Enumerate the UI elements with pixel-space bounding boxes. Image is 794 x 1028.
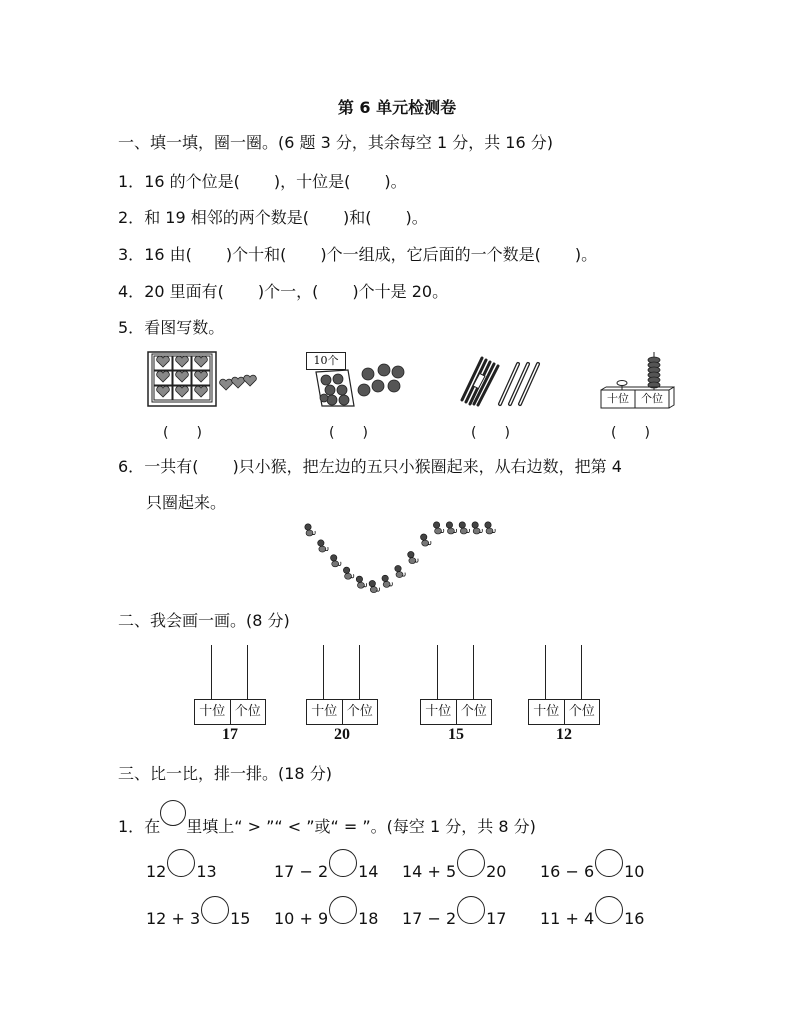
monkey-icon[interactable]	[459, 522, 469, 534]
compare-circle[interactable]	[595, 849, 623, 877]
cookie-bag-picture: 10个	[302, 350, 412, 410]
compare-circle[interactable]	[201, 896, 229, 924]
comparison-1: 12 13	[146, 853, 217, 881]
monkeys-picture	[296, 520, 502, 598]
compare-circle[interactable]	[457, 849, 485, 877]
answer-paren-1[interactable]: ( )	[163, 425, 202, 441]
compare-circle[interactable]	[329, 849, 357, 877]
monkey-icon[interactable]	[382, 575, 392, 587]
answer-paren-4[interactable]: ( )	[611, 425, 650, 441]
abacus-17[interactable]: 十位 个位 17	[194, 645, 266, 735]
compare-circle[interactable]	[595, 896, 623, 924]
monkey-icon[interactable]	[369, 580, 379, 592]
monkey-icon[interactable]	[331, 555, 341, 567]
comparison-5: 12 + 3 15	[146, 900, 250, 928]
page-title: 第 6 单元检测卷	[337, 98, 457, 117]
comparison-8: 11 + 4 16	[540, 900, 644, 928]
comparison-4: 16 − 6 10	[540, 853, 644, 881]
comparison-6: 10 + 9 18	[274, 900, 378, 928]
answer-paren-2[interactable]: ( )	[329, 425, 368, 441]
abacus-15[interactable]: 十位 个位 15	[420, 645, 492, 735]
compare-circle[interactable]	[167, 849, 195, 877]
comparison-2: 17 − 2 14	[274, 853, 378, 881]
monkey-icon[interactable]	[472, 522, 482, 534]
section1-heading: 一、填一填，圈一圈。(6 题 3 分，其余每空 1 分，共 16 分)	[118, 133, 553, 152]
question-5: 5．看图写数。	[118, 318, 225, 337]
question-6: 6．一共有( )只小猴，把左边的五只小猴圈起来，从右边数，把第 4	[118, 457, 622, 476]
question-6-line2: 只圈起来。	[146, 493, 227, 512]
monkey-icon[interactable]	[356, 576, 366, 588]
monkey-icon[interactable]	[305, 524, 315, 536]
circle-icon	[160, 800, 186, 826]
compare-circle[interactable]	[329, 896, 357, 924]
comparison-7: 17 − 2 17	[402, 900, 506, 928]
compare-circle[interactable]	[457, 896, 485, 924]
question-1: 1．16 的个位是( )，十位是( )。	[118, 172, 407, 191]
monkey-icon[interactable]	[343, 567, 353, 579]
question-2: 2．和 19 相邻的两个数是( )和( )。	[118, 208, 428, 227]
question-4: 4．20 里面有( )个一，( )个十是 20。	[118, 282, 449, 301]
monkey-icon[interactable]	[395, 565, 405, 577]
answer-paren-3[interactable]: ( )	[471, 425, 510, 441]
section3-heading: 三、比一比，排一排。(18 分)	[118, 764, 332, 783]
monkey-icon[interactable]	[433, 522, 443, 534]
sticks-bundle-picture	[456, 350, 546, 410]
abacus-20[interactable]: 十位 个位 20	[306, 645, 378, 735]
abacus-12[interactable]: 十位 个位 12	[528, 645, 600, 735]
question-3: 3．16 由( )个十和( )个一组成，它后面的一个数是( )。	[118, 245, 598, 264]
section2-heading: 二、我会画一画。(8 分)	[118, 611, 290, 630]
abacus-picture: 十位 个位	[598, 350, 676, 410]
monkey-icon[interactable]	[446, 522, 456, 534]
comparison-3: 14 + 5 20	[402, 853, 506, 881]
monkey-icon[interactable]	[485, 522, 495, 534]
hearts-box-picture	[146, 350, 258, 410]
section3-question-1: 1．在 里填上“ > ”“ < ”或“ = ”。(每空 1 分，共 8 分)	[118, 808, 536, 838]
monkey-icon[interactable]	[421, 534, 431, 546]
monkey-icon[interactable]	[408, 551, 418, 563]
monkey-icon[interactable]	[318, 540, 328, 552]
